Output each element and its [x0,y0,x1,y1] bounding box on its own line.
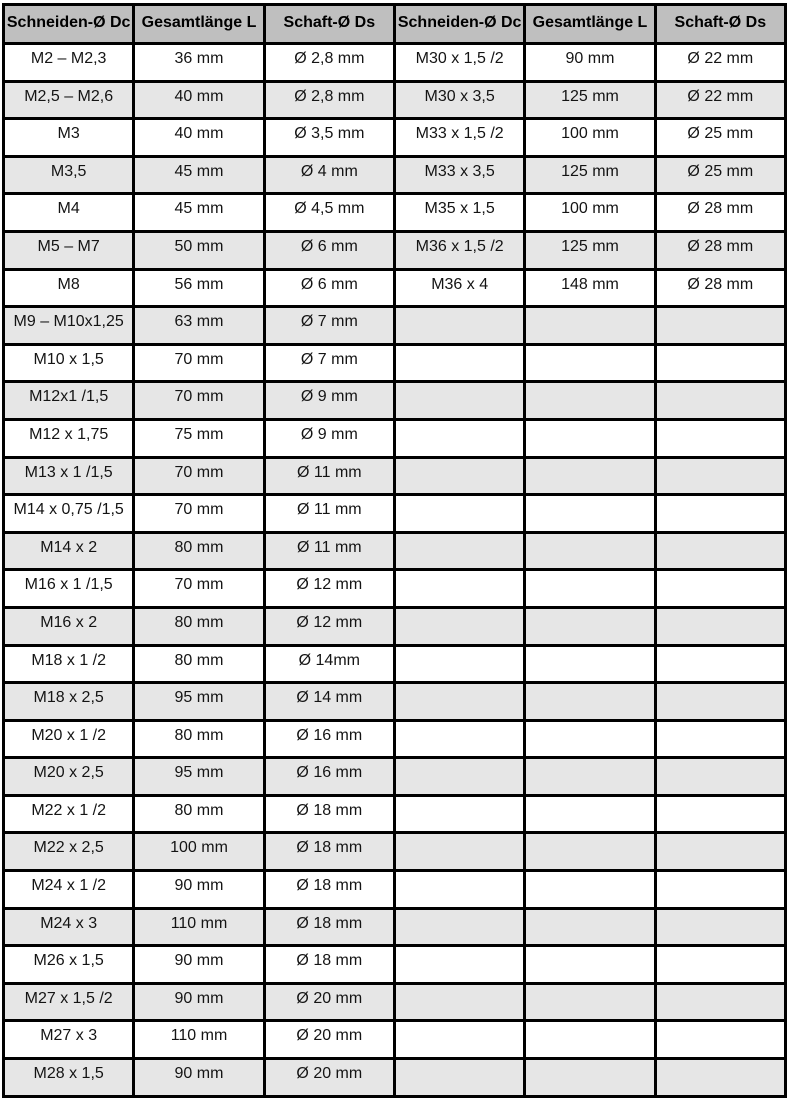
cell-right-dc: M33 x 1,5 /2 [394,119,524,157]
header-row [4,5,786,44]
cell-left-length: 95 mm [134,758,264,796]
cell-left-dc: M20 x 1 /2 [4,720,134,758]
cell-left-shaft: Ø 9 mm [264,382,394,420]
cell-left-length: 90 mm [134,871,264,909]
column-header-left-dc: Schneiden-Ø Dc [4,5,134,44]
cell-right-dc [394,720,524,758]
cell-right-shaft: Ø 22 mm [655,44,785,82]
tap-size-table [2,3,787,1098]
cell-right-dc [394,946,524,984]
cell-left-dc: M27 x 3 [4,1021,134,1059]
cell-left-dc: M18 x 2,5 [4,683,134,721]
column-header-right-shaft: Schaft-Ø Ds [655,5,785,44]
table-row [4,344,786,382]
cell-left-shaft: Ø 2,8 mm [264,81,394,119]
cell-left-shaft: Ø 18 mm [264,908,394,946]
cell-right-shaft [655,645,785,683]
cell-right-shaft: Ø 25 mm [655,119,785,157]
cell-right-shaft [655,495,785,533]
cell-left-length: 80 mm [134,645,264,683]
cell-right-dc: M30 x 1,5 /2 [394,44,524,82]
cell-left-shaft: Ø 12 mm [264,607,394,645]
cell-left-length: 80 mm [134,532,264,570]
cell-right-dc [394,495,524,533]
cell-left-shaft: Ø 4 mm [264,156,394,194]
cell-right-shaft [655,983,785,1021]
cell-right-shaft: Ø 28 mm [655,194,785,232]
cell-right-length [525,1021,655,1059]
cell-right-shaft: Ø 28 mm [655,269,785,307]
table-row [4,1059,786,1097]
cell-right-length: 100 mm [525,194,655,232]
table-row [4,156,786,194]
cell-left-shaft: Ø 12 mm [264,570,394,608]
cell-right-dc [394,795,524,833]
table-row [4,419,786,457]
cell-right-shaft [655,419,785,457]
cell-right-length [525,457,655,495]
table-row [4,795,786,833]
cell-right-shaft [655,833,785,871]
cell-left-dc: M12 x 1,75 [4,419,134,457]
cell-right-dc [394,457,524,495]
table-row [4,983,786,1021]
cell-left-length: 70 mm [134,570,264,608]
cell-right-dc [394,382,524,420]
cell-right-shaft [655,795,785,833]
cell-right-length [525,570,655,608]
table-row [4,44,786,82]
cell-left-length: 56 mm [134,269,264,307]
cell-right-dc [394,607,524,645]
cell-left-dc: M10 x 1,5 [4,344,134,382]
cell-left-shaft: Ø 20 mm [264,983,394,1021]
cell-right-length [525,645,655,683]
cell-right-shaft [655,871,785,909]
cell-right-dc [394,983,524,1021]
cell-left-shaft: Ø 18 mm [264,871,394,909]
cell-left-dc: M26 x 1,5 [4,946,134,984]
cell-left-shaft: Ø 14mm [264,645,394,683]
cell-left-dc: M22 x 2,5 [4,833,134,871]
cell-right-shaft [655,1021,785,1059]
cell-right-length [525,1059,655,1097]
table-row [4,532,786,570]
cell-right-dc: M30 x 3,5 [394,81,524,119]
cell-right-length [525,833,655,871]
cell-right-length [525,871,655,909]
cell-left-length: 80 mm [134,795,264,833]
cell-right-shaft [655,307,785,345]
cell-left-length: 70 mm [134,495,264,533]
table-row [4,382,786,420]
cell-left-shaft: Ø 11 mm [264,495,394,533]
column-header-right-dc: Schneiden-Ø Dc [394,5,524,44]
cell-right-shaft: Ø 25 mm [655,156,785,194]
cell-left-dc: M12x1 /1,5 [4,382,134,420]
cell-left-length: 75 mm [134,419,264,457]
cell-right-length [525,607,655,645]
cell-right-length [525,495,655,533]
cell-right-shaft: Ø 28 mm [655,231,785,269]
cell-left-shaft: Ø 18 mm [264,946,394,984]
table-row [4,495,786,533]
cell-left-length: 95 mm [134,683,264,721]
cell-right-dc: M36 x 4 [394,269,524,307]
cell-left-length: 90 mm [134,983,264,1021]
column-header-right-length: Gesamtlänge L [525,5,655,44]
cell-right-length [525,946,655,984]
cell-left-length: 80 mm [134,607,264,645]
cell-right-length: 125 mm [525,231,655,269]
cell-left-length: 36 mm [134,44,264,82]
table-row [4,1021,786,1059]
table-row [4,683,786,721]
table-body [4,44,786,1097]
cell-left-length: 70 mm [134,457,264,495]
cell-right-length: 125 mm [525,156,655,194]
cell-right-dc [394,532,524,570]
cell-left-dc: M2,5 – M2,6 [4,81,134,119]
cell-left-shaft: Ø 11 mm [264,532,394,570]
cell-left-dc: M24 x 1 /2 [4,871,134,909]
cell-left-shaft: Ø 18 mm [264,795,394,833]
cell-left-shaft: Ø 6 mm [264,269,394,307]
cell-left-shaft: Ø 9 mm [264,419,394,457]
table-row [4,194,786,232]
cell-right-length [525,532,655,570]
cell-right-shaft [655,720,785,758]
cell-right-shaft [655,344,785,382]
cell-left-dc: M13 x 1 /1,5 [4,457,134,495]
cell-left-dc: M9 – M10x1,25 [4,307,134,345]
cell-right-dc [394,419,524,457]
cell-right-dc [394,833,524,871]
cell-right-length: 148 mm [525,269,655,307]
cell-left-dc: M16 x 1 /1,5 [4,570,134,608]
cell-left-dc: M8 [4,269,134,307]
cell-right-length [525,419,655,457]
cell-left-dc: M24 x 3 [4,908,134,946]
cell-left-length: 45 mm [134,194,264,232]
cell-right-dc: M35 x 1,5 [394,194,524,232]
cell-left-dc: M16 x 2 [4,607,134,645]
cell-left-length: 40 mm [134,119,264,157]
cell-right-dc: M33 x 3,5 [394,156,524,194]
table-row [4,307,786,345]
cell-right-length [525,382,655,420]
cell-left-dc: M18 x 1 /2 [4,645,134,683]
table-row [4,720,786,758]
cell-left-length: 110 mm [134,908,264,946]
cell-left-shaft: Ø 18 mm [264,833,394,871]
cell-right-dc [394,645,524,683]
table-row [4,946,786,984]
cell-right-length [525,983,655,1021]
cell-left-shaft: Ø 3,5 mm [264,119,394,157]
table-row [4,758,786,796]
cell-right-dc [394,570,524,608]
cell-left-dc: M28 x 1,5 [4,1059,134,1097]
cell-left-dc: M14 x 0,75 /1,5 [4,495,134,533]
cell-right-dc [394,344,524,382]
cell-left-shaft: Ø 6 mm [264,231,394,269]
cell-right-dc [394,1021,524,1059]
cell-left-length: 63 mm [134,307,264,345]
cell-right-shaft [655,683,785,721]
table-row [4,833,786,871]
cell-left-dc: M3 [4,119,134,157]
cell-left-length: 70 mm [134,382,264,420]
cell-left-shaft: Ø 7 mm [264,307,394,345]
cell-right-length: 100 mm [525,119,655,157]
table-row [4,269,786,307]
column-header-left-length: Gesamtlänge L [134,5,264,44]
cell-left-shaft: Ø 16 mm [264,758,394,796]
cell-right-length [525,720,655,758]
cell-left-length: 90 mm [134,1059,264,1097]
cell-right-length [525,758,655,796]
cell-right-length [525,307,655,345]
cell-right-length: 125 mm [525,81,655,119]
cell-right-dc [394,908,524,946]
cell-left-length: 110 mm [134,1021,264,1059]
cell-left-dc: M14 x 2 [4,532,134,570]
cell-right-shaft [655,607,785,645]
cell-right-shaft [655,908,785,946]
cell-right-shaft [655,457,785,495]
cell-left-shaft: Ø 4,5 mm [264,194,394,232]
cell-left-shaft: Ø 11 mm [264,457,394,495]
cell-left-shaft: Ø 20 mm [264,1021,394,1059]
cell-right-dc [394,871,524,909]
cell-left-shaft: Ø 16 mm [264,720,394,758]
cell-left-length: 40 mm [134,81,264,119]
cell-right-dc [394,683,524,721]
cell-left-shaft: Ø 2,8 mm [264,44,394,82]
cell-left-length: 50 mm [134,231,264,269]
table-row [4,231,786,269]
cell-right-shaft [655,382,785,420]
table-row [4,645,786,683]
cell-right-length [525,683,655,721]
cell-left-dc: M20 x 2,5 [4,758,134,796]
cell-right-length [525,795,655,833]
cell-left-length: 45 mm [134,156,264,194]
cell-right-shaft [655,946,785,984]
cell-right-dc [394,1059,524,1097]
cell-left-dc: M5 – M7 [4,231,134,269]
cell-right-length: 90 mm [525,44,655,82]
column-header-left-shaft: Schaft-Ø Ds [264,5,394,44]
cell-left-dc: M2 – M2,3 [4,44,134,82]
cell-right-shaft [655,532,785,570]
cell-right-shaft [655,758,785,796]
cell-right-dc [394,758,524,796]
table-row [4,81,786,119]
cell-left-shaft: Ø 7 mm [264,344,394,382]
cell-right-shaft: Ø 22 mm [655,81,785,119]
cell-right-shaft [655,1059,785,1097]
cell-right-dc [394,307,524,345]
cell-right-dc: M36 x 1,5 /2 [394,231,524,269]
table-row [4,871,786,909]
cell-left-length: 80 mm [134,720,264,758]
table-row [4,607,786,645]
cell-right-length [525,344,655,382]
table-row [4,908,786,946]
cell-left-dc: M4 [4,194,134,232]
cell-right-shaft [655,570,785,608]
cell-left-dc: M27 x 1,5 /2 [4,983,134,1021]
cell-left-shaft: Ø 20 mm [264,1059,394,1097]
table-header [4,5,786,44]
cell-left-dc: M3,5 [4,156,134,194]
table-row [4,457,786,495]
cell-left-length: 90 mm [134,946,264,984]
cell-left-length: 100 mm [134,833,264,871]
cell-left-length: 70 mm [134,344,264,382]
cell-right-length [525,908,655,946]
cell-left-shaft: Ø 14 mm [264,683,394,721]
cell-left-dc: M22 x 1 /2 [4,795,134,833]
table-row [4,119,786,157]
table-row [4,570,786,608]
